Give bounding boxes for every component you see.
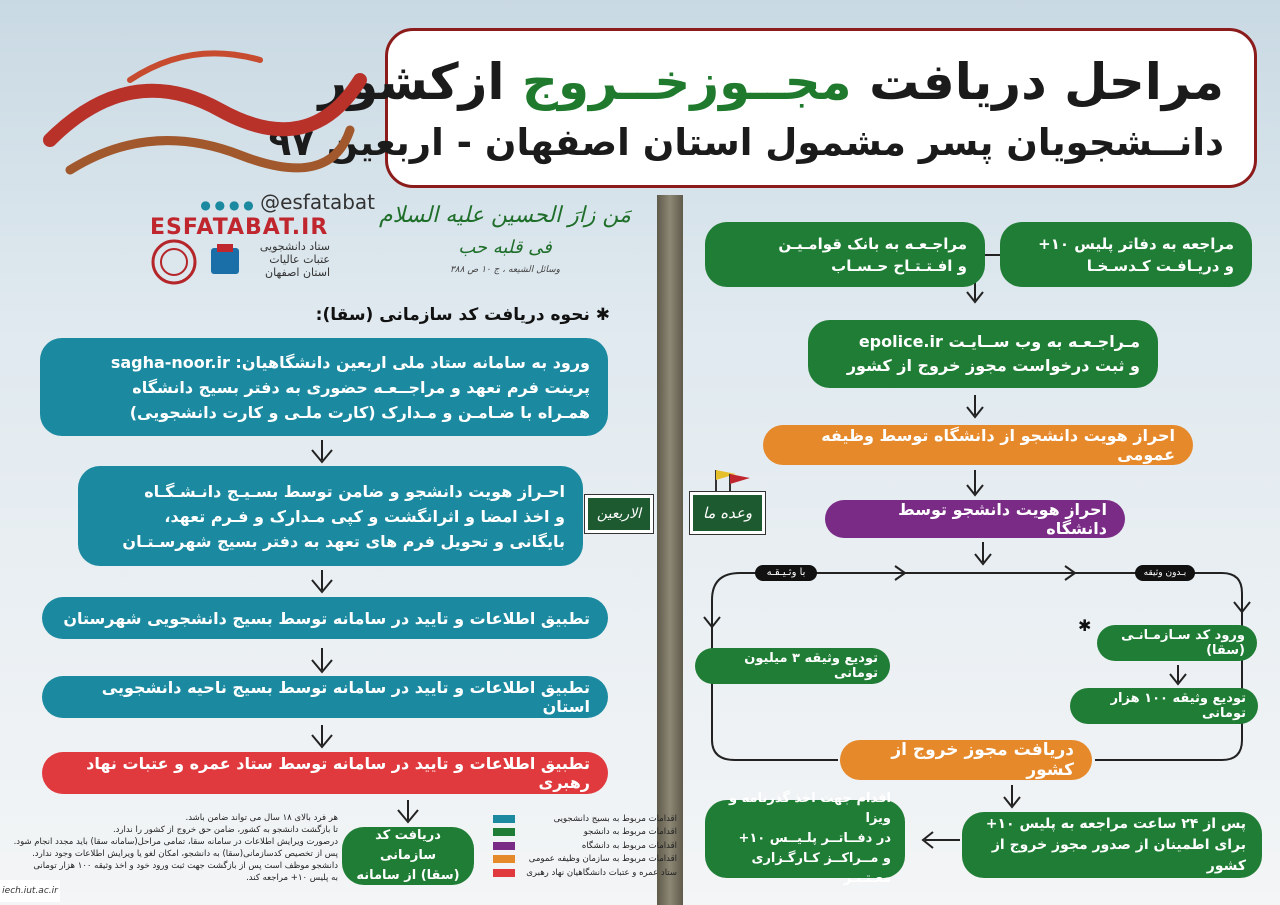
hadith-calligraphy: مَن زارَ الحسین علیه السلام فی قلبه حب وسائل الشیعه ، ج ۱۰ ص ۳۸۸: [379, 203, 631, 275]
org-text: ستاد دانشجویی عتبات عالیات استان اصفهان: [259, 240, 330, 279]
legend-swatch: [493, 815, 515, 823]
step-vazife-verification: احراز هویت دانشجو از دانشگاه توسط وظیفه عمومی: [763, 425, 1193, 465]
legend-swatch: [493, 869, 515, 877]
saqa-step-5: تطبیق اطلاعات و تایید در سامانه توسط ستاد عمره و عتبات نهاد رهبری: [42, 752, 608, 794]
flags-icon: [706, 468, 756, 494]
arbaeen-logo: [10, 20, 380, 195]
asterisk-icon: ✱: [589, 305, 610, 325]
note-item: دانشجو موظف است پس از بازگشت جهت ثبت ورود خود و اخذ وثیقه ۱۰۰ هزار تومانی: [33, 861, 338, 871]
sign-arbaeen: الاربعین: [585, 495, 653, 533]
note-item: درصورت ویرایش اطلاعات در سامانه سقا، تمامی مراحل(سامانه سقا) باید مجدد انجام شود.: [13, 837, 338, 847]
page-subtitle: دانــشجویان پسر مشمول استان اصفهان - اربعین ۹۷: [268, 121, 1224, 164]
step-university-verification: احراز هویت دانشجو توسط دانشگاه: [825, 500, 1125, 538]
saqa-step-4: تطبیق اطلاعات و تایید در سامانه توسط بسیج ناحیه دانشجویی استان: [42, 676, 608, 718]
org-logo-icon: [205, 240, 245, 280]
legend-swatch: [493, 842, 515, 850]
step-saqa-code: ورود کد سـازمـانـی (سقا): [1097, 625, 1257, 661]
asterisk-icon: ✱: [1078, 616, 1092, 635]
title-box: [268, 28, 1257, 188]
note-item: به پلیس ۱۰+ مراجعه کند.: [246, 873, 338, 883]
saqa-step-3: تطبیق اطلاعات و تایید در سامانه توسط بسیج دانشجویی شهرستان: [42, 597, 608, 639]
step-deposit-3m: تودیع وثیقه ۳ میلیون تومانی: [695, 648, 890, 684]
branch-with-deposit: با وثـیـقـه: [755, 565, 817, 581]
step-exit-permit: دریافت مجوز خروج از کشور: [840, 740, 1092, 780]
step-police-10: مراجعه به دفاتر پلیس ۱۰+ و دریـافـت کـدسـخـا: [1000, 222, 1252, 287]
social-icons: ● ● ● ●: [200, 198, 254, 212]
footer-url[interactable]: iech.iut.ac.ir: [0, 880, 60, 902]
seal-icon: [150, 238, 198, 286]
notes: [8, 812, 338, 884]
note-item: تا بازگشت دانشجو به کشور، ضامن حق خروج از کشور را ندارد.: [112, 825, 338, 835]
site-url: ESFATABAT.IR: [150, 215, 329, 240]
legend-swatch: [493, 828, 515, 836]
page-title: مراحل دریافت مجــوزخــروج ازکشور: [318, 53, 1224, 111]
social-handle: ● ● ● ● @esfatabat: [200, 190, 375, 214]
saqa-heading: ✱ نحوه دریافت کد سازمانی (سقا):: [315, 305, 610, 325]
saqa-step-1: ورود به سامانه ستاد ملی اربعین دانشگاهیان: sagha-noor.ir پرینت فرم تعهد و مراجــعـه حضوری به دفتر بسیج دانشگاه همـراه با ضـامـن و مـدارک (کارت ملـی و کارت دانشجویی): [40, 338, 608, 436]
sign-promise: وعده ما: [690, 492, 765, 534]
note-item: پس از تخصیص کدسازمانی(سقا) به دانشجو، امکان لغو یا ویرایش اطلاعات وجود ندارد.: [32, 849, 338, 859]
step-after-24h: پس از ۲۴ ساعت مراجعه به پلیس ۱۰+ برای اطمینان از صدور مجوز خروج از کشور: [962, 812, 1262, 878]
step-passport-visa: اقدام جهت اخذ گذرنامه و ویزا در دفــاتــر پلـیــس ۱۰+ و مــراکــز کـارگـزاری معـتـبـر: [705, 800, 905, 878]
legend-item: ستاد عمره و عتبات دانشگاهیان نهاد رهبری: [487, 866, 677, 880]
note-item: هر فرد بالای ۱۸ سال می تواند ضامن باشد.: [185, 813, 338, 823]
legend-item: اقدامات مربوط به دانشگاه: [487, 839, 677, 853]
legend-item: اقدامات مربوط به سازمان وظیفه عمومی: [487, 853, 677, 867]
legend-swatch: [493, 855, 515, 863]
legend-item: اقدامات مربوط به دانشجو: [487, 826, 677, 840]
saqa-step-6: دریافت کد سازمانی (سقا) از سامانه: [342, 827, 474, 885]
legend-item: اقدامات مربوط به بسیج دانشجویی: [487, 812, 677, 826]
step-deposit-100k: تودیع وثیقه ۱۰۰ هزار تومانی: [1070, 688, 1258, 724]
legend: [487, 812, 677, 880]
step-bank-ghavamin: مراجـعـه به بانک قوامـیـن و افـتـتـاح حـسـاب: [705, 222, 985, 287]
signpost-pole: [657, 195, 683, 905]
saqa-step-2: احـراز هویت دانشجو و ضامن توسط بسـیـج دانـشـگـاه و اخذ امضا و اثرانگشت و کپی مـدارک و فـرم تعهد، بایگانی و تحویل فرم های تعهد به دفتر بسیج شهرسـتـان: [78, 466, 583, 566]
step-epolice: مـراجـعـه به وب ســایـت epolice.ir و ثبت درخواست مجوز خروج از کشور: [808, 320, 1158, 388]
branch-without-deposit: بـدون وثیقه: [1135, 565, 1195, 581]
